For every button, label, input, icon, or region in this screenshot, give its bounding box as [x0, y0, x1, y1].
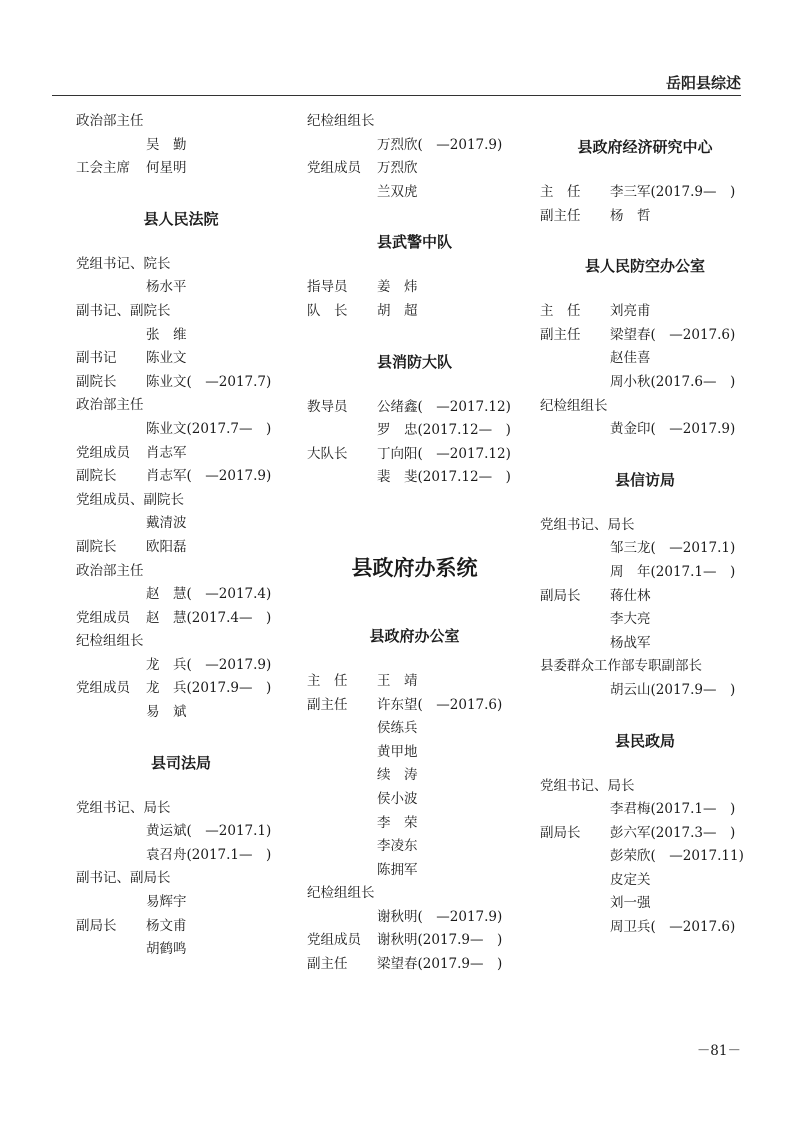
person-name: 吴 勤: [146, 136, 187, 153]
roster-entry: [540, 418, 750, 442]
roster-entry: [540, 892, 750, 916]
person-name: 皮定关: [610, 871, 651, 888]
roster-entry: [76, 607, 286, 631]
roster-entry: [307, 859, 522, 883]
roster-entry: [76, 276, 286, 300]
roster-entry: [540, 537, 750, 561]
position-title: 党组成员: [76, 609, 130, 626]
roster-entry: [540, 869, 750, 893]
person-name: 周卫兵( —2017.6): [610, 919, 736, 936]
roster-entry: [76, 371, 286, 395]
position-title: 纪检组组长: [307, 885, 375, 902]
roster-entry: [76, 583, 286, 607]
person-name: 肖志军( —2017.9): [146, 468, 272, 485]
person-name: 谢秋明(2017.9— ): [377, 932, 503, 949]
person-name: 黄金印( —2017.9): [610, 421, 736, 438]
position-title: 县委群众工作部专职副部长: [540, 658, 702, 675]
position-title: 副主任: [540, 326, 581, 343]
roster-entry: [76, 489, 286, 513]
roster-entry: [540, 655, 750, 679]
position-title: 党组成员: [76, 680, 130, 697]
person-name: 李大亮: [610, 611, 651, 628]
roster-entry: [307, 276, 522, 300]
roster-entry: [307, 953, 522, 977]
roster-entry: [307, 157, 522, 181]
roster-entry: [540, 205, 750, 229]
roster-entry: [540, 585, 750, 609]
position-title: 副主任: [540, 207, 581, 224]
person-name: 周小秋(2017.6— ): [610, 373, 736, 390]
roster-entry: [76, 394, 286, 418]
roster-entry: [76, 442, 286, 466]
roster-entry: [76, 465, 286, 489]
position-title: 副局长: [540, 824, 581, 841]
roster-entry: [307, 812, 522, 836]
roster-entry: [76, 938, 286, 962]
department-heading: 县消防大队: [376, 352, 452, 371]
person-name: 陈业文: [146, 350, 187, 367]
department-heading: 县人民防空办公室: [584, 257, 705, 276]
person-name: 胡云山(2017.9— ): [610, 681, 736, 698]
roster-entry: [540, 300, 750, 324]
roster-entry: [76, 654, 286, 678]
roster-entry: [76, 512, 286, 536]
position-title: 党组书记、局长: [540, 516, 635, 533]
person-name: 续 涛: [377, 767, 418, 784]
person-name: 胡鹤鸣: [146, 941, 187, 958]
person-name: 陈业文(2017.7— ): [146, 420, 272, 437]
person-name: 肖志军: [146, 444, 187, 461]
position-title: 政治部主任: [76, 562, 144, 579]
person-name: 丁向阳( —2017.12): [377, 445, 511, 462]
roster-entry: [76, 844, 286, 868]
department-heading: 县司法局: [150, 753, 211, 772]
position-title: 党组成员: [307, 160, 361, 177]
person-name: 李凌东: [377, 838, 418, 855]
roster-entry: [540, 822, 750, 846]
person-name: 赵佳喜: [610, 350, 651, 367]
roster-entry: [540, 679, 750, 703]
roster-entry: [76, 324, 286, 348]
person-name: 侯小波: [377, 790, 418, 807]
person-name: 李君梅(2017.1— ): [610, 801, 736, 818]
roster-entry: [76, 110, 286, 134]
person-name: 杨水平: [146, 279, 187, 296]
roster-entry: [76, 797, 286, 821]
roster-entry: [307, 788, 522, 812]
roster-entry: [307, 882, 522, 906]
position-title: 副主任: [307, 696, 348, 713]
roster-entry: [307, 134, 522, 158]
position-title: 纪检组组长: [307, 113, 375, 129]
roster-entry: [540, 371, 750, 395]
person-name: 杨战军: [610, 634, 651, 651]
position-title: 副局长: [76, 917, 117, 934]
roster-entry: [307, 906, 522, 930]
person-name: 赵 慧( —2017.4): [146, 586, 272, 603]
running-header-title: 岳阳县综述: [665, 74, 741, 92]
position-title: 副院长: [76, 468, 117, 485]
department-heading: 县政府办公室: [369, 626, 460, 645]
position-title: 主 任: [540, 303, 581, 320]
position-title: 政治部主任: [76, 113, 144, 129]
position-title: 主 任: [540, 184, 581, 200]
department-heading: 县信访局: [614, 470, 675, 489]
person-name: 谢秋明( —2017.9): [377, 908, 503, 925]
roster-entry: [307, 694, 522, 718]
roster-entry: [76, 630, 286, 654]
person-name: 李 荣: [377, 814, 418, 831]
person-name: 李三军(2017.9— ): [610, 184, 736, 200]
page-number: －81－: [696, 1043, 741, 1059]
position-title: 大队长: [307, 445, 348, 462]
roster-entry: [76, 915, 286, 939]
person-name: 张 维: [146, 326, 187, 343]
person-name: 刘亮甫: [610, 303, 651, 320]
roster-entry: [307, 764, 522, 788]
position-title: 党组成员、副院长: [76, 491, 184, 508]
roster-entry: [76, 418, 286, 442]
person-name: 王 靖: [377, 672, 418, 689]
roster-entry: [540, 632, 750, 656]
person-name: 公绪鑫( —2017.12): [377, 398, 511, 415]
person-name: 黄运斌( —2017.1): [146, 823, 272, 840]
roster-entry: [76, 701, 286, 725]
person-name: 梁望春(2017.9— ): [377, 956, 503, 973]
person-name: 彭荣欣( —2017.11): [610, 848, 744, 865]
position-title: 党组书记、局长: [540, 777, 635, 794]
roster-entry: [540, 324, 750, 348]
roster-entry: [76, 820, 286, 844]
roster-entry: [307, 929, 522, 953]
roster-entry: [76, 536, 286, 560]
position-title: 党组书记、院长: [76, 255, 171, 272]
person-name: 欧阳磊: [146, 538, 187, 555]
position-title: 指导员: [307, 279, 348, 296]
column-2: [307, 110, 522, 977]
roster-entry: [540, 775, 750, 799]
person-name: 杨 哲: [610, 207, 651, 224]
person-name: 侯练兵: [377, 720, 418, 737]
position-title: 政治部主任: [76, 397, 144, 414]
person-name: 梁望春( —2017.6): [610, 326, 736, 343]
person-name: 许东望( —2017.6): [377, 696, 503, 713]
roster-entry: [540, 181, 750, 205]
person-name: 姜 炜: [377, 279, 418, 296]
person-name: 罗 忠(2017.12— ): [377, 422, 511, 439]
roster-entry: [76, 560, 286, 584]
position-title: 副书记: [76, 350, 117, 367]
column-3: [540, 110, 750, 940]
position-title: 纪检组组长: [540, 397, 608, 414]
person-name: 万烈欣: [377, 160, 418, 177]
roster-entry: [307, 110, 522, 134]
roster-entry: [76, 347, 286, 371]
roster-entry: [76, 300, 286, 324]
person-name: 杨文甫: [146, 917, 187, 934]
roster-entry: [540, 561, 750, 585]
person-name: 兰双虎: [377, 183, 418, 200]
roster-entry: [307, 300, 522, 324]
position-title: 副局长: [540, 587, 581, 604]
position-title: 副书记、副局长: [76, 870, 171, 887]
position-title: 队 长: [307, 302, 348, 319]
person-name: 易 斌: [146, 704, 187, 721]
position-title: 副主任: [307, 956, 348, 973]
person-name: 陈拥军: [377, 861, 418, 878]
roster-entry: [76, 253, 286, 277]
person-name: 何星明: [146, 160, 187, 177]
department-heading: 县武警中队: [376, 233, 452, 252]
roster-entry: [307, 443, 522, 467]
roster-entry: [540, 395, 750, 419]
person-name: 易辉宇: [146, 894, 187, 911]
person-name: 陈业文( —2017.7): [146, 373, 272, 390]
person-name: 邹三龙( —2017.1): [610, 540, 736, 557]
roster-entry: [307, 396, 522, 420]
section-title: 县政府办系统: [351, 554, 478, 580]
department-heading: 县民政局: [614, 731, 675, 750]
person-name: 周 年(2017.1— ): [610, 563, 736, 580]
header-rule: [52, 95, 741, 96]
position-title: 教导员: [307, 398, 348, 415]
roster-entry: [76, 134, 286, 158]
person-name: 龙 兵( —2017.9): [146, 656, 272, 673]
roster-entry: [307, 835, 522, 859]
person-name: 刘一强: [610, 895, 651, 912]
person-name: 黄甲地: [377, 743, 418, 760]
position-title: 党组成员: [307, 932, 361, 949]
roster-entry: [540, 514, 750, 538]
position-title: 纪检组组长: [76, 633, 144, 650]
person-name: 胡 超: [377, 302, 418, 319]
department-heading: 县人民法院: [143, 209, 219, 228]
roster-entry: [540, 347, 750, 371]
roster-entry: [307, 181, 522, 205]
person-name: 袁召舟(2017.1— ): [146, 846, 272, 863]
department-heading: 县政府经济研究中心: [577, 138, 713, 156]
roster-entry: [540, 916, 750, 940]
column-1: [76, 110, 286, 962]
person-name: 彭六军(2017.3— ): [610, 824, 736, 841]
roster-entry: [307, 466, 522, 490]
person-name: 万烈欣( —2017.9): [377, 136, 503, 153]
roster-entry: [307, 717, 522, 741]
roster-entry: [540, 845, 750, 869]
person-name: 戴清波: [146, 515, 187, 532]
roster-entry: [76, 677, 286, 701]
roster-entry: [307, 670, 522, 694]
position-title: 工会主席: [76, 160, 130, 177]
person-name: 龙 兵(2017.9— ): [146, 680, 272, 697]
roster-entry: [76, 157, 286, 181]
roster-entry: [540, 608, 750, 632]
person-name: 赵 慧(2017.4— ): [146, 609, 272, 626]
position-title: 副院长: [76, 373, 117, 390]
position-title: 党组成员: [76, 444, 130, 461]
roster-entry: [307, 419, 522, 443]
roster-entry: [76, 867, 286, 891]
position-title: 主 任: [307, 672, 348, 689]
person-name: 蒋仕林: [610, 587, 651, 604]
roster-entry: [307, 741, 522, 765]
person-name: 裴 斐(2017.12— ): [377, 469, 511, 486]
roster-entry: [540, 798, 750, 822]
position-title: 副院长: [76, 538, 117, 555]
position-title: 党组书记、局长: [76, 799, 171, 816]
position-title: 副书记、副院长: [76, 302, 171, 319]
roster-entry: [76, 891, 286, 915]
